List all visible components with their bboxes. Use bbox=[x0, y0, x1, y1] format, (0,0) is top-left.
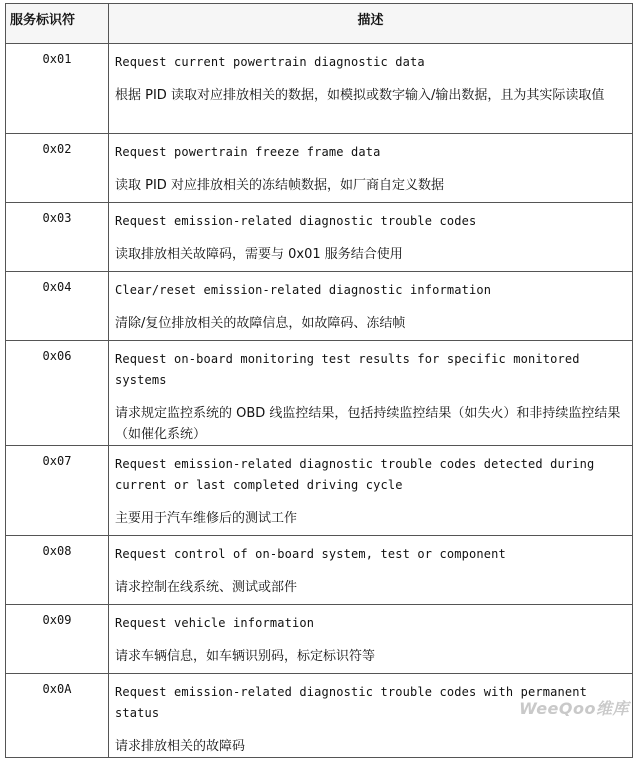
description-chinese: 清除/复位排放相关的故障信息，如故障码、冻结帧 bbox=[115, 316, 406, 331]
service-id-cell: 0x0A bbox=[6, 674, 109, 758]
service-id-cell: 0x08 bbox=[6, 536, 109, 605]
description-chinese: 主要用于汽车维修后的测试工作 bbox=[115, 511, 298, 526]
service-id-cell: 0x01 bbox=[6, 44, 109, 134]
description-english: Request powertrain freeze frame data bbox=[115, 145, 381, 159]
description-english: Request control of on-board system, test or component bbox=[115, 547, 506, 561]
description-english: Clear/reset emission-related diagnostic information bbox=[115, 283, 492, 297]
description-chinese: 请求排放相关的故障码 bbox=[115, 739, 246, 754]
service-id-cell: 0x07 bbox=[6, 446, 109, 536]
description-cell bbox=[109, 44, 633, 134]
description-cell bbox=[109, 341, 633, 446]
description-chinese: 读取 PID 对应排放相关的冻结帧数据，如厂商自定义数据 bbox=[115, 178, 444, 193]
description-chinese: 根据 PID 读取对应排放相关的数据，如模拟或数字输入/输出数据，且为其实际读取值 bbox=[115, 88, 605, 103]
table-row bbox=[6, 536, 633, 605]
table-row bbox=[6, 341, 633, 446]
header-description: 描述 bbox=[109, 4, 633, 44]
description-chinese: 请求控制在线系统、测试或部件 bbox=[115, 580, 298, 595]
description-cell bbox=[109, 446, 633, 536]
description-cell bbox=[109, 203, 633, 272]
description-english: Request current powertrain diagnostic data bbox=[115, 55, 425, 69]
service-id-cell: 0x06 bbox=[6, 341, 109, 446]
service-id-cell: 0x02 bbox=[6, 134, 109, 203]
description-english: Request emission-related diagnostic trouble codes detected during current or last completed driving cycle bbox=[115, 457, 595, 492]
description-cell bbox=[109, 134, 633, 203]
service-id-cell: 0x03 bbox=[6, 203, 109, 272]
service-id-cell: 0x09 bbox=[6, 605, 109, 674]
description-chinese: 读取排放相关故障码，需要与 0x01 服务结合使用 bbox=[115, 247, 403, 262]
table-header-row bbox=[6, 4, 633, 44]
description-english: Request emission-related diagnostic trouble codes with permanent status bbox=[115, 685, 587, 720]
table-row bbox=[6, 605, 633, 674]
watermark-logo: WeeQoo维库 bbox=[519, 699, 629, 718]
header-service-id: 服务标识符 bbox=[6, 4, 109, 44]
table-row bbox=[6, 203, 633, 272]
description-english: Request on-board monitoring test results for specific monitored systems bbox=[115, 352, 580, 387]
description-english: Request emission-related diagnostic trouble codes bbox=[115, 214, 477, 228]
description-cell bbox=[109, 272, 633, 341]
service-table bbox=[5, 3, 633, 758]
service-id-cell: 0x04 bbox=[6, 272, 109, 341]
description-cell bbox=[109, 536, 633, 605]
description-chinese: 请求规定监控系统的 OBD 线监控结果，包括持续监控结果（如失火）和非持续监控结果（如催化系统） bbox=[115, 406, 621, 442]
table-row bbox=[6, 44, 633, 134]
table-row bbox=[6, 446, 633, 536]
description-english: Request vehicle information bbox=[115, 616, 315, 630]
description-cell bbox=[109, 605, 633, 674]
table-row bbox=[6, 272, 633, 341]
table-row bbox=[6, 134, 633, 203]
description-chinese: 请求车辆信息，如车辆识别码，标定标识符等 bbox=[115, 649, 376, 664]
